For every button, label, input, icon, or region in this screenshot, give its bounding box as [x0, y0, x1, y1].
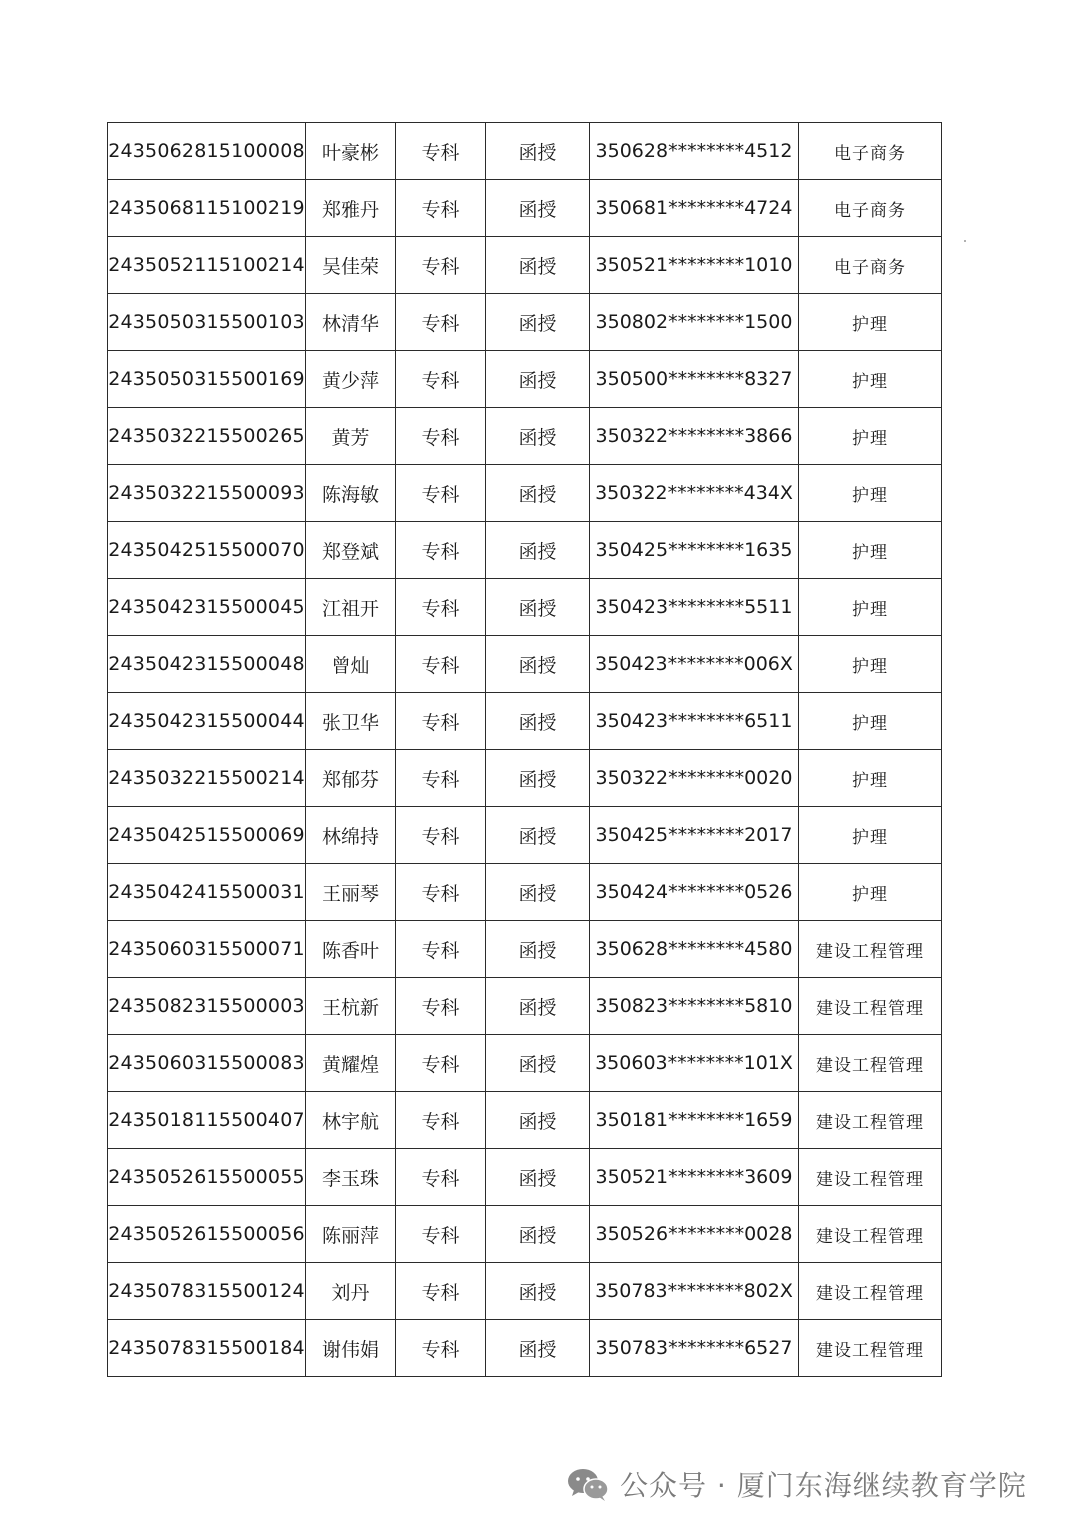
major-cell: 护理	[799, 408, 942, 465]
study-mode-cell: 函授	[486, 408, 590, 465]
level-cell: 专科	[396, 750, 486, 807]
study-mode-cell: 函授	[486, 1263, 590, 1320]
id-card-cell: 350603********101X	[590, 1035, 799, 1092]
level-cell: 专科	[396, 921, 486, 978]
study-mode-cell: 函授	[486, 1092, 590, 1149]
name-cell: 黄耀煌	[306, 1035, 396, 1092]
major-cell: 护理	[799, 750, 942, 807]
name-cell: 陈海敏	[306, 465, 396, 522]
id-card-cell: 350783********802X	[590, 1263, 799, 1320]
student-id-cell: 2435042315500048	[108, 636, 306, 693]
major-cell: 电子商务	[799, 180, 942, 237]
major-cell: 护理	[799, 693, 942, 750]
id-card-cell: 350783********6527	[590, 1320, 799, 1377]
name-cell: 张卫华	[306, 693, 396, 750]
major-cell: 护理	[799, 579, 942, 636]
level-cell: 专科	[396, 408, 486, 465]
level-cell: 专科	[396, 1092, 486, 1149]
student-id-cell: 2435050315500169	[108, 351, 306, 408]
table-row	[108, 579, 942, 636]
table-row	[108, 1092, 942, 1149]
major-cell: 护理	[799, 864, 942, 921]
student-id-cell: 2435042515500070	[108, 522, 306, 579]
student-id-cell: 2435062815100008	[108, 123, 306, 180]
name-cell: 叶豪彬	[306, 123, 396, 180]
table-row	[108, 465, 942, 522]
study-mode-cell: 函授	[486, 180, 590, 237]
student-id-cell: 2435052615500055	[108, 1149, 306, 1206]
table-row	[108, 1263, 942, 1320]
student-id-cell: 2435042315500044	[108, 693, 306, 750]
student-id-cell: 2435068115100219	[108, 180, 306, 237]
student-list-table	[107, 122, 942, 1377]
name-cell: 谢伟娟	[306, 1320, 396, 1377]
name-cell: 郑雅丹	[306, 180, 396, 237]
name-cell: 黄少萍	[306, 351, 396, 408]
study-mode-cell: 函授	[486, 1320, 590, 1377]
name-cell: 陈香叶	[306, 921, 396, 978]
major-cell: 护理	[799, 465, 942, 522]
table-row	[108, 921, 942, 978]
student-id-cell: 2435042415500031	[108, 864, 306, 921]
id-card-cell: 350423********006X	[590, 636, 799, 693]
major-cell: 护理	[799, 294, 942, 351]
level-cell: 专科	[396, 522, 486, 579]
table-row	[108, 522, 942, 579]
major-cell: 建设工程管理	[799, 921, 942, 978]
level-cell: 专科	[396, 1149, 486, 1206]
level-cell: 专科	[396, 123, 486, 180]
student-id-cell: 2435078315500184	[108, 1320, 306, 1377]
major-cell: 建设工程管理	[799, 1206, 942, 1263]
level-cell: 专科	[396, 579, 486, 636]
level-cell: 专科	[396, 1263, 486, 1320]
name-cell: 王丽琴	[306, 864, 396, 921]
id-card-cell: 350521********1010	[590, 237, 799, 294]
watermark	[566, 1464, 1027, 1504]
study-mode-cell: 函授	[486, 294, 590, 351]
major-cell: 建设工程管理	[799, 1092, 942, 1149]
level-cell: 专科	[396, 180, 486, 237]
study-mode-cell: 函授	[486, 351, 590, 408]
major-cell: 建设工程管理	[799, 1263, 942, 1320]
study-mode-cell: 函授	[486, 522, 590, 579]
study-mode-cell: 函授	[486, 750, 590, 807]
table-row	[108, 294, 942, 351]
scan-speck	[964, 240, 966, 242]
table-row	[108, 978, 942, 1035]
student-id-cell: 2435078315500124	[108, 1263, 306, 1320]
watermark-text: 公众号 · 厦门东海继续教育学院	[620, 1469, 1027, 1502]
name-cell: 吴佳荣	[306, 237, 396, 294]
student-id-cell: 2435032215500093	[108, 465, 306, 522]
level-cell: 专科	[396, 1206, 486, 1263]
study-mode-cell: 函授	[486, 1035, 590, 1092]
id-card-cell: 350423********6511	[590, 693, 799, 750]
table-row	[108, 351, 942, 408]
name-cell: 刘丹	[306, 1263, 396, 1320]
table-row	[108, 1149, 942, 1206]
student-id-cell: 2435060315500071	[108, 921, 306, 978]
study-mode-cell: 函授	[486, 579, 590, 636]
name-cell: 林宇航	[306, 1092, 396, 1149]
study-mode-cell: 函授	[486, 693, 590, 750]
study-mode-cell: 函授	[486, 123, 590, 180]
student-id-cell: 2435042315500045	[108, 579, 306, 636]
level-cell: 专科	[396, 636, 486, 693]
id-card-cell: 350681********4724	[590, 180, 799, 237]
id-card-cell: 350423********5511	[590, 579, 799, 636]
id-card-cell: 350424********0526	[590, 864, 799, 921]
major-cell: 护理	[799, 522, 942, 579]
study-mode-cell: 函授	[486, 1206, 590, 1263]
major-cell: 电子商务	[799, 237, 942, 294]
major-cell: 建设工程管理	[799, 1035, 942, 1092]
id-card-cell: 350322********3866	[590, 408, 799, 465]
id-card-cell: 350322********0020	[590, 750, 799, 807]
major-cell: 建设工程管理	[799, 1320, 942, 1377]
id-card-cell: 350823********5810	[590, 978, 799, 1035]
table-row	[108, 1320, 942, 1377]
student-id-cell: 2435052615500056	[108, 1206, 306, 1263]
id-card-cell: 350521********3609	[590, 1149, 799, 1206]
name-cell: 王杭新	[306, 978, 396, 1035]
id-card-cell: 350322********434X	[590, 465, 799, 522]
study-mode-cell: 函授	[486, 807, 590, 864]
student-id-cell: 2435032215500214	[108, 750, 306, 807]
name-cell: 郑郁芬	[306, 750, 396, 807]
name-cell: 曾灿	[306, 636, 396, 693]
table-body	[108, 123, 942, 1377]
study-mode-cell: 函授	[486, 978, 590, 1035]
study-mode-cell: 函授	[486, 1149, 590, 1206]
student-id-cell: 2435032215500265	[108, 408, 306, 465]
study-mode-cell: 函授	[486, 465, 590, 522]
level-cell: 专科	[396, 864, 486, 921]
table-row	[108, 693, 942, 750]
table-row	[108, 180, 942, 237]
id-card-cell: 350628********4580	[590, 921, 799, 978]
table-row	[108, 123, 942, 180]
table-row	[108, 750, 942, 807]
table-row	[108, 636, 942, 693]
name-cell: 黄芳	[306, 408, 396, 465]
student-id-cell: 2435060315500083	[108, 1035, 306, 1092]
name-cell: 陈丽萍	[306, 1206, 396, 1263]
level-cell: 专科	[396, 1320, 486, 1377]
name-cell: 郑登斌	[306, 522, 396, 579]
id-card-cell: 350425********2017	[590, 807, 799, 864]
id-card-cell: 350500********8327	[590, 351, 799, 408]
level-cell: 专科	[396, 465, 486, 522]
table-row	[108, 408, 942, 465]
level-cell: 专科	[396, 351, 486, 408]
student-id-cell: 2435018115500407	[108, 1092, 306, 1149]
student-id-cell: 2435050315500103	[108, 294, 306, 351]
name-cell: 李玉珠	[306, 1149, 396, 1206]
student-id-cell: 2435082315500003	[108, 978, 306, 1035]
level-cell: 专科	[396, 807, 486, 864]
major-cell: 护理	[799, 636, 942, 693]
table-row	[108, 1035, 942, 1092]
level-cell: 专科	[396, 237, 486, 294]
level-cell: 专科	[396, 294, 486, 351]
level-cell: 专科	[396, 1035, 486, 1092]
study-mode-cell: 函授	[486, 864, 590, 921]
study-mode-cell: 函授	[486, 237, 590, 294]
level-cell: 专科	[396, 693, 486, 750]
student-id-cell: 2435052115100214	[108, 237, 306, 294]
study-mode-cell: 函授	[486, 636, 590, 693]
major-cell: 护理	[799, 807, 942, 864]
id-card-cell: 350181********1659	[590, 1092, 799, 1149]
major-cell: 建设工程管理	[799, 978, 942, 1035]
major-cell: 建设工程管理	[799, 1149, 942, 1206]
student-id-cell: 2435042515500069	[108, 807, 306, 864]
id-card-cell: 350425********1635	[590, 522, 799, 579]
id-card-cell: 350628********4512	[590, 123, 799, 180]
major-cell: 电子商务	[799, 123, 942, 180]
name-cell: 江祖开	[306, 579, 396, 636]
id-card-cell: 350802********1500	[590, 294, 799, 351]
table-row	[108, 237, 942, 294]
table-row	[108, 807, 942, 864]
name-cell: 林清华	[306, 294, 396, 351]
table-row	[108, 864, 942, 921]
id-card-cell: 350526********0028	[590, 1206, 799, 1263]
name-cell: 林绵持	[306, 807, 396, 864]
table-row	[108, 1206, 942, 1263]
level-cell: 专科	[396, 978, 486, 1035]
major-cell: 护理	[799, 351, 942, 408]
wechat-icon	[566, 1466, 610, 1502]
study-mode-cell: 函授	[486, 921, 590, 978]
